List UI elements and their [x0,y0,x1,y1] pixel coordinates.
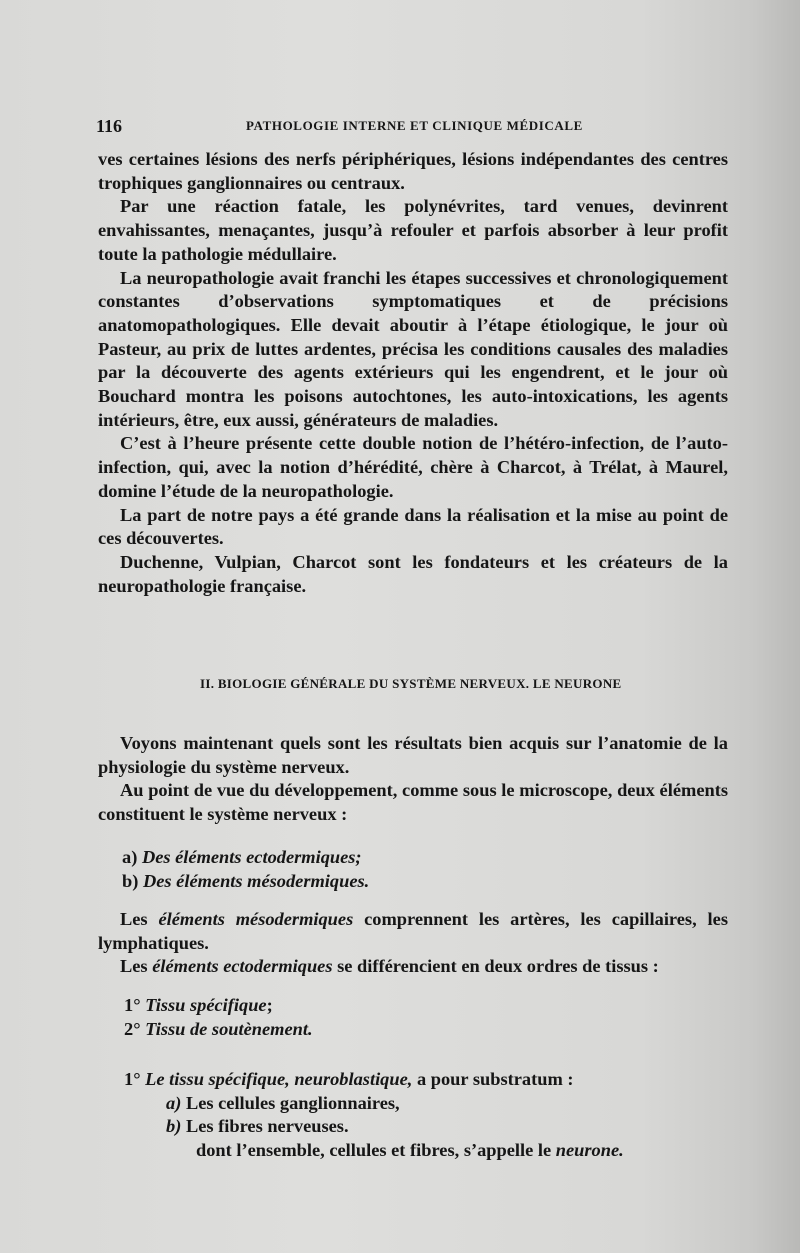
paragraph: Au point de vue du développement, comme sous le microscope, deux éléments constituent le système nerveux : [98,780,728,825]
list-item [124,1018,313,1042]
list-text: Les fibres nerveuses. [185,1116,349,1137]
text-run: se différencient en deux ordres de tissus : [337,956,659,977]
list-item [122,846,369,870]
list-marker: 1° [124,995,141,1015]
specific-tissue-section [124,1068,624,1163]
list-marker: 2° [124,1018,141,1039]
section-title: II. BIOLOGIE GÉNÉRALE DU SYSTÈME NERVEUX. LE NEURONE [200,676,622,691]
italic-term: Le tissu spécifique, neuroblastique, [145,1069,413,1089]
paragraph: Par une réaction fatale, les polynévrites, tard venues, devinrent envahissantes, menaçantes, jusqu’à refouler et parfois absorber à leur profit toute la pathologie médullaire. [98,196,728,264]
paragraph-mesoderm [98,908,728,955]
list-text: Des éléments ectodermiques; [141,847,362,867]
italic-term: éléments mésodermiques [158,909,354,929]
list-text: Tissu de soutènement. [145,1018,313,1039]
list-suffix: ; [266,995,273,1015]
list-text: Les cellules ganglionnaires, [185,1092,400,1113]
italic-term: éléments ectodermiques [152,956,333,977]
closing-line [124,1139,624,1163]
list-marker: a) [122,847,138,867]
text-run: a pour substratum : [416,1069,574,1089]
paragraph: Voyons maintenant quels sont les résultats bien acquis sur l’anatomie de la physiologie du système nerveux. [98,733,728,777]
specific-tissue-heading [124,1068,624,1092]
list-marker: 1° [124,1069,141,1089]
text-run: Les [120,956,148,977]
page-number: 116 [96,116,123,136]
list-marker: a) [166,1092,182,1113]
list-text: Tissu spécifique [145,995,267,1015]
list-text: Des éléments mésodermiques. [142,870,370,891]
list-marker: b) [166,1116,182,1137]
elements-list [122,846,369,893]
text-run: Les [120,909,148,929]
list-item [124,1092,624,1116]
paragraph: La part de notre pays a été grande dans la réalisation et la mise au point de ces découvertes. [98,504,728,549]
paragraph: Duchenne, Vulpian, Charcot sont les fondateurs et les créateurs de la neuropathologie française. [98,551,728,596]
list-item [124,1115,624,1139]
italic-term: neurone. [555,1140,624,1161]
list-item [122,870,369,894]
page-header [96,116,726,138]
section-text [98,732,728,827]
intro-text [98,148,728,598]
paragraph: C’est à l’heure présente cette double notion de l’hétéro-infection, de l’auto-infection, qui, avec la notion d’hérédité, chère à Charcot, à Trélat, à Maurel, domine l’étude de la neuropathologie. [98,433,728,501]
tissue-list [124,994,313,1041]
paragraph-ectoderm [98,955,728,979]
text-run: dont l’ensemble, cellules et fibres, s’appelle le [196,1140,552,1161]
list-item [124,994,313,1018]
tissue-text [98,908,728,979]
running-title: PATHOLOGIE INTERNE ET CLINIQUE MÉDICALE [246,118,583,133]
paragraph: ves certaines lésions des nerfs périphériques, lésions indépendantes des centres trophiques ganglionnaires ou centraux. [98,149,728,193]
list-marker: b) [122,870,139,891]
paragraph: La neuropathologie avait franchi les étapes successives et chronologiquement constantes d’observations symptomatiques et de précisions anatomopathologiques. Elle devait aboutir à l’étape étiologique, le jour où Pasteur, au prix de luttes ardentes, précisa les conditions causales des maladies par la découverte des agents extérieurs qui les engendrent, et le jour où Bouchard montra les poisons autochtones, les auto-intoxications, les agents intérieurs, être, eux aussi, générateurs de maladies. [98,267,728,430]
text-run: comprennent les artères, les capillaires, les lymphatiques. [98,909,728,953]
